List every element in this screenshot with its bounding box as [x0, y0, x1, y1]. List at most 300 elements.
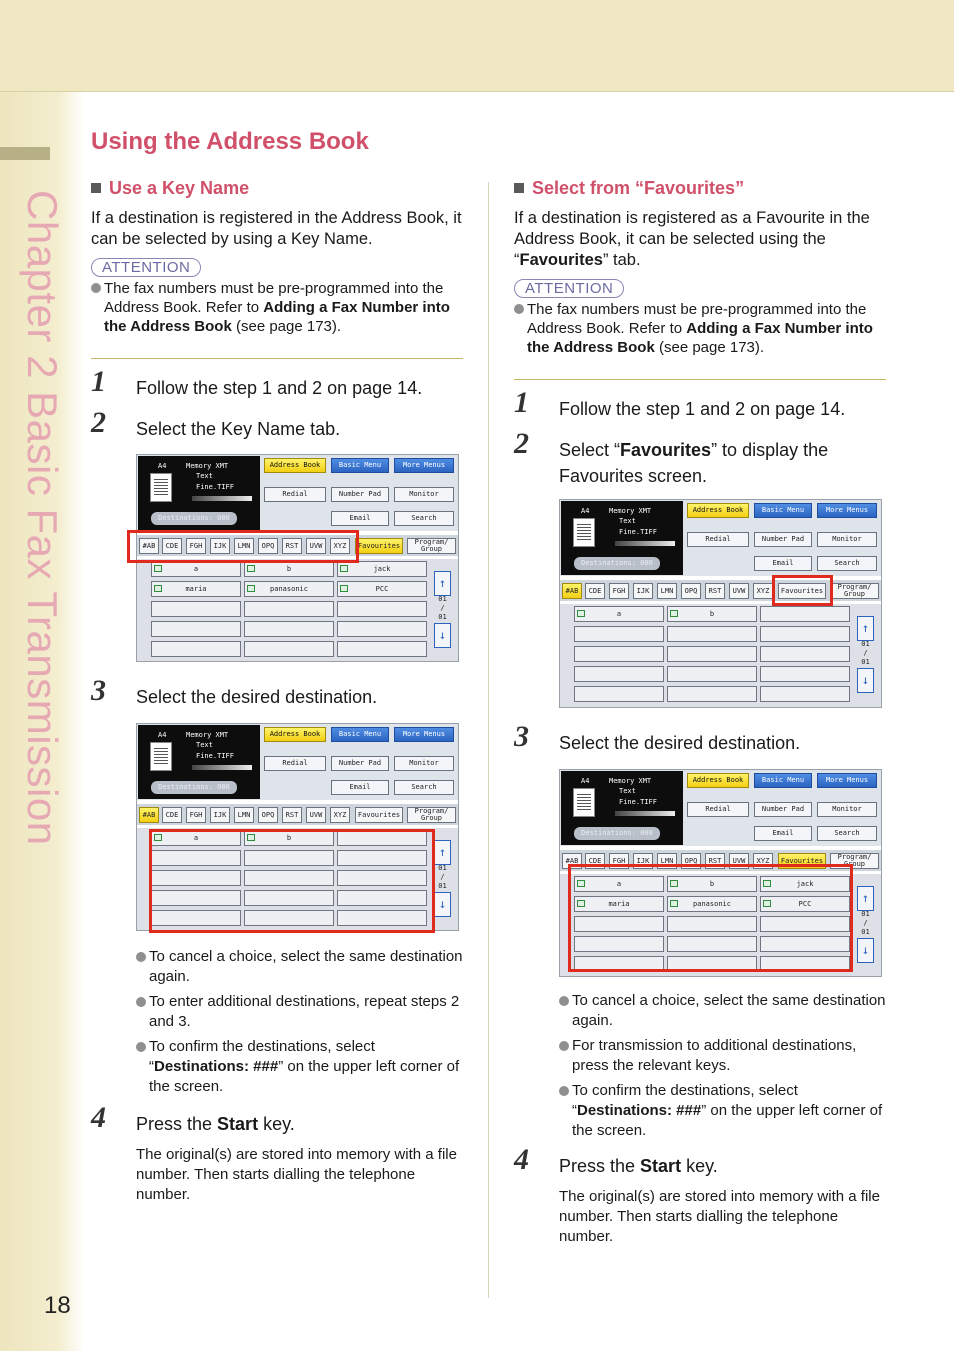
right-heading-text: Select from “Favourites”: [532, 177, 745, 198]
scroll-down-icon[interactable]: ↓: [857, 938, 874, 963]
step-number: 3: [91, 674, 106, 707]
key-label: panasonic: [693, 900, 731, 908]
tab-program-group[interactable]: Program/ Group: [830, 583, 879, 599]
scroll-down-icon[interactable]: ↓: [857, 668, 874, 693]
bullet-item: [136, 1037, 463, 1097]
paper-size: A4: [581, 507, 590, 515]
monitor-button[interactable]: Monitor: [817, 802, 877, 817]
empty-key[interactable]: [760, 916, 850, 932]
note-text-end: (see page 173).: [231, 318, 342, 335]
intro-text: If a destination is registered as a Favourite in the Address Book, it can be selected using the “: [514, 209, 870, 269]
empty-key[interactable]: [574, 626, 664, 642]
attention-note: [91, 279, 463, 336]
tab-favourites[interactable]: Favourites: [355, 807, 403, 823]
monitor-button[interactable]: Monitor: [394, 756, 454, 771]
destination-key[interactable]: [151, 581, 241, 597]
empty-key[interactable]: [574, 646, 664, 662]
bullet-dot-icon: [559, 996, 569, 1006]
tab-rst[interactable]: RST: [282, 538, 302, 554]
empty-key[interactable]: [337, 621, 427, 637]
empty-key[interactable]: [151, 890, 241, 906]
tab-favourites[interactable]: Favourites: [355, 538, 403, 554]
empty-key[interactable]: [667, 956, 757, 972]
empty-key[interactable]: [667, 686, 757, 702]
destinations-button[interactable]: Destinations: 000: [151, 781, 237, 794]
chapter-tab-marker: [0, 147, 50, 160]
destination-key[interactable]: [337, 561, 427, 577]
key-label: b: [709, 880, 715, 888]
basic-menu-button[interactable]: Basic Menu: [331, 458, 389, 473]
left-bullets: [91, 947, 463, 1097]
scroll-up-icon[interactable]: ↑: [434, 571, 451, 596]
text-label: Text: [196, 741, 213, 749]
empty-key[interactable]: [337, 910, 427, 926]
step-text-end: key.: [258, 1114, 295, 1134]
empty-key[interactable]: [244, 870, 334, 886]
more-menus-button[interactable]: More Menus: [394, 458, 454, 473]
start-key-label: Start: [640, 1156, 682, 1176]
fax-icon: [670, 900, 678, 907]
destination-key[interactable]: [760, 896, 850, 912]
empty-key[interactable]: [244, 850, 334, 866]
key-label: b: [286, 565, 292, 573]
note-text: The fax numbers must be pre-programmed into the Address Book. Refer to: [527, 301, 867, 337]
empty-key[interactable]: [151, 850, 241, 866]
key-label: PCC: [798, 900, 812, 908]
right-intro: [514, 208, 886, 271]
tab-cde[interactable]: CDE: [585, 583, 605, 599]
monitor-button[interactable]: Monitor: [394, 487, 454, 502]
tab-lmn[interactable]: LMN: [657, 583, 677, 599]
empty-key[interactable]: [760, 936, 850, 952]
tabs-row: [137, 804, 458, 825]
empty-key[interactable]: [337, 830, 427, 846]
redial-button[interactable]: Redial: [687, 802, 749, 817]
empty-key[interactable]: [760, 646, 850, 662]
square-bullet-icon: [91, 183, 101, 193]
key-label: PCC: [375, 585, 389, 593]
tab-ijk[interactable]: IJK: [633, 583, 653, 599]
email-button[interactable]: Email: [331, 780, 389, 795]
tab-cde[interactable]: CDE: [162, 538, 182, 554]
empty-key[interactable]: [574, 686, 664, 702]
scroll-up-icon[interactable]: ↑: [434, 840, 451, 865]
empty-key[interactable]: [667, 936, 757, 952]
address-book-button[interactable]: Address Book: [687, 773, 749, 788]
bullet-text: To enter additional destinations, repeat steps 2 and 3.: [149, 993, 460, 1030]
bullet-text: For transmission to additional destinations, press the relevant keys.: [572, 1037, 857, 1074]
note-link-text: Adding a Fax Number into the Address Book: [527, 320, 873, 356]
step-3: [514, 720, 886, 756]
attention-note: [514, 300, 886, 357]
address-book-button[interactable]: Address Book: [687, 503, 749, 518]
destinations-button[interactable]: Destinations: 000: [574, 827, 660, 840]
scroll-down-icon[interactable]: ↓: [434, 892, 451, 917]
key-label: jack: [373, 565, 391, 573]
search-button[interactable]: Search: [817, 826, 877, 841]
contrast-bar: [615, 541, 675, 546]
destination-key[interactable]: [337, 581, 427, 597]
redial-button[interactable]: Redial: [687, 532, 749, 547]
step-number: 1: [91, 365, 106, 398]
bullet-item: [559, 991, 886, 1031]
tab-xyz[interactable]: XYZ: [330, 538, 350, 554]
email-icon: [247, 565, 255, 572]
tab-lmn[interactable]: LMN: [234, 807, 254, 823]
paper-size: A4: [158, 462, 167, 470]
left-heading-text: Use a Key Name: [109, 177, 250, 198]
tab-fgh[interactable]: FGH: [609, 853, 629, 869]
destination-key[interactable]: [244, 561, 334, 577]
tab-xyz[interactable]: XYZ: [753, 853, 773, 869]
email-icon: [247, 834, 255, 841]
empty-key[interactable]: [574, 666, 664, 682]
destination-key[interactable]: [667, 896, 757, 912]
key-label: panasonic: [270, 585, 308, 593]
fine-label: Fine.TIFF: [196, 483, 234, 491]
step-text-end: key.: [681, 1156, 718, 1176]
intro-text-end: ” tab.: [602, 251, 641, 269]
step-4-description: The original(s) are stored into memory with a file number. Then starts dialling the telephone number.: [559, 1188, 880, 1245]
empty-key[interactable]: [337, 890, 427, 906]
empty-key[interactable]: [151, 601, 241, 617]
email-icon: [577, 880, 585, 887]
tab-fgh[interactable]: FGH: [609, 583, 629, 599]
empty-key[interactable]: [667, 626, 757, 642]
key-label: b: [709, 610, 715, 618]
destination-grid: [560, 874, 881, 977]
tab-ijk[interactable]: IJK: [210, 538, 230, 554]
empty-key[interactable]: [151, 870, 241, 886]
tab-uvw[interactable]: UVW: [306, 807, 326, 823]
empty-key[interactable]: [244, 910, 334, 926]
number-pad-button[interactable]: Number Pad: [331, 756, 389, 771]
empty-key[interactable]: [667, 666, 757, 682]
attention-badge: ATTENTION: [514, 279, 624, 298]
tab-lmn[interactable]: LMN: [234, 538, 254, 554]
right-heading: [514, 176, 886, 200]
fax-icon: [247, 585, 255, 592]
empty-key[interactable]: [574, 916, 664, 932]
tab-opq[interactable]: OPQ: [681, 583, 701, 599]
number-pad-button[interactable]: Number Pad: [754, 532, 812, 547]
email-icon: [154, 585, 162, 592]
redial-button[interactable]: Redial: [264, 487, 326, 502]
destination-key[interactable]: [574, 896, 664, 912]
search-button[interactable]: Search: [394, 780, 454, 795]
column-divider: [488, 182, 489, 1298]
email-icon: [763, 880, 771, 887]
step-4-description: The original(s) are stored into memory with a file number. Then starts dialling the telephone number.: [136, 1146, 457, 1203]
bullet-item: [136, 947, 463, 987]
step-number: 3: [514, 720, 529, 753]
note-text-end: (see page 173).: [654, 339, 765, 356]
page-counter: 01 / 01: [438, 595, 447, 621]
number-pad-button[interactable]: Number Pad: [754, 802, 812, 817]
empty-key[interactable]: [244, 601, 334, 617]
tab-opq[interactable]: OPQ: [258, 807, 278, 823]
destination-key[interactable]: [244, 581, 334, 597]
bullet-bold: Destinations: ###: [577, 1102, 702, 1119]
number-pad-button[interactable]: Number Pad: [331, 487, 389, 502]
bullet-text: To cancel a choice, select the same destination again.: [572, 992, 886, 1029]
basic-menu-button[interactable]: Basic Menu: [754, 503, 812, 518]
more-menus-button[interactable]: More Menus: [817, 503, 877, 518]
tabs-row: [137, 535, 458, 556]
destination-key[interactable]: [151, 830, 241, 846]
email-icon: [577, 900, 585, 907]
start-key-label: Start: [217, 1114, 259, 1134]
empty-key[interactable]: [667, 916, 757, 932]
fine-label: Fine.TIFF: [196, 752, 234, 760]
step-text-end: ” to display the Favourites screen.: [559, 440, 829, 486]
bullet-item: [136, 992, 463, 1032]
page-number: 18: [44, 1292, 71, 1319]
step-text: Press the: [559, 1156, 641, 1176]
bullet-dot-icon: [136, 952, 146, 962]
empty-key[interactable]: [337, 601, 427, 617]
step-text: Follow the step 1 and 2 on page 14.: [559, 399, 846, 419]
text-label: Text: [619, 787, 636, 795]
tab-opq[interactable]: OPQ: [258, 538, 278, 554]
bullet-bold: Destinations: ###: [154, 1058, 279, 1075]
mode-label: Memory XMT: [186, 462, 229, 470]
empty-key[interactable]: [574, 956, 664, 972]
tab-xyz[interactable]: XYZ: [753, 583, 773, 599]
bullet-text: To confirm the destinations, select “: [149, 1038, 375, 1075]
step-number: 4: [91, 1101, 106, 1134]
document-icon: [150, 473, 172, 502]
tab-cde[interactable]: CDE: [162, 807, 182, 823]
bullet-text: To cancel a choice, select the same destination again.: [149, 948, 463, 985]
screen-key-name: [136, 454, 459, 662]
search-button[interactable]: Search: [817, 556, 877, 571]
step-1: [91, 365, 463, 401]
bullet-item: [559, 1036, 886, 1076]
redial-button[interactable]: Redial: [264, 756, 326, 771]
destination-key[interactable]: [760, 876, 850, 892]
divider: [514, 379, 886, 380]
destination-grid: [137, 559, 458, 662]
step-text: Select “: [559, 440, 621, 460]
contrast-bar: [192, 496, 252, 501]
bullet-item: [559, 1081, 886, 1141]
tabs-row: [560, 580, 881, 601]
key-label: maria: [185, 585, 207, 593]
scroll-up-icon[interactable]: ↑: [857, 886, 874, 911]
tab-uvw[interactable]: UVW: [306, 538, 326, 554]
step-text: Select the Key Name tab.: [136, 419, 341, 439]
email-icon: [763, 900, 771, 907]
mode-label: Memory XMT: [186, 731, 229, 739]
key-label: a: [616, 610, 622, 618]
step-3: [91, 674, 463, 710]
paper-size: A4: [158, 731, 167, 739]
left-heading: [91, 176, 463, 200]
email-button[interactable]: Email: [331, 511, 389, 526]
tab-cde[interactable]: CDE: [585, 853, 605, 869]
screen-favourites-list: [559, 769, 882, 977]
tab-fgh[interactable]: FGH: [186, 538, 206, 554]
empty-key[interactable]: [760, 666, 850, 682]
tab-lmn[interactable]: LMN: [657, 853, 677, 869]
tab-program-group[interactable]: Program/ Group: [830, 853, 879, 869]
empty-key[interactable]: [337, 850, 427, 866]
step-2: [514, 427, 886, 489]
email-icon: [154, 834, 162, 841]
step-text: Follow the step 1 and 2 on page 14.: [136, 378, 423, 398]
basic-menu-button[interactable]: Basic Menu: [331, 727, 389, 742]
step-number: 4: [514, 1143, 529, 1176]
tab-ijk[interactable]: IJK: [633, 853, 653, 869]
tab-program-group[interactable]: Program/ Group: [407, 538, 456, 554]
step-bold: Favourites: [620, 440, 712, 460]
email-icon: [154, 565, 162, 572]
empty-key[interactable]: [151, 910, 241, 926]
empty-key[interactable]: [760, 956, 850, 972]
chapter-label: Chapter 2 Basic Fax Transmission: [19, 190, 66, 846]
email-icon: [670, 610, 678, 617]
text-label: Text: [196, 472, 213, 480]
tab-ab[interactable]: #AB: [139, 807, 159, 823]
left-column: [91, 176, 463, 1205]
email-button[interactable]: Email: [754, 826, 812, 841]
step-4: [514, 1143, 886, 1179]
key-label: b: [286, 834, 292, 842]
document-icon: [573, 788, 595, 817]
empty-key[interactable]: [244, 890, 334, 906]
key-label: maria: [608, 900, 630, 908]
empty-key[interactable]: [244, 621, 334, 637]
address-book-button[interactable]: Address Book: [264, 458, 326, 473]
step-text: Press the: [136, 1114, 218, 1134]
destination-key[interactable]: [574, 606, 664, 622]
destination-key[interactable]: [244, 830, 334, 846]
fine-label: Fine.TIFF: [619, 798, 657, 806]
screen-destinations: [136, 723, 459, 931]
destination-key[interactable]: [574, 876, 664, 892]
left-intro: If a destination is registered in the Address Book, it can be selected by using a Key Name.: [91, 209, 462, 248]
email-button[interactable]: Email: [754, 556, 812, 571]
step-1: [514, 386, 886, 422]
bullet-text: To confirm the destinations, select “: [572, 1082, 798, 1119]
paper-size: A4: [581, 777, 590, 785]
step-2: [91, 406, 463, 442]
destination-grid: [137, 828, 458, 931]
tab-rst[interactable]: RST: [705, 583, 725, 599]
destination-key[interactable]: [151, 561, 241, 577]
empty-key[interactable]: [667, 646, 757, 662]
tab-fgh[interactable]: FGH: [186, 807, 206, 823]
address-book-button[interactable]: Address Book: [264, 727, 326, 742]
empty-key[interactable]: [574, 936, 664, 952]
step-4: [91, 1101, 463, 1137]
tab-favourites[interactable]: Favourites: [778, 583, 826, 599]
mode-label: Memory XMT: [609, 777, 652, 785]
fine-label: Fine.TIFF: [619, 528, 657, 536]
tab-ijk[interactable]: IJK: [210, 807, 230, 823]
bullet-dot-icon: [559, 1086, 569, 1096]
empty-key[interactable]: [244, 641, 334, 657]
key-label: a: [616, 880, 622, 888]
more-menus-button[interactable]: More Menus: [394, 727, 454, 742]
screen-favourites-tab: [559, 499, 882, 708]
monitor-button[interactable]: Monitor: [817, 532, 877, 547]
bullet-dot-icon: [136, 997, 146, 1007]
empty-key[interactable]: [337, 641, 427, 657]
text-label: Text: [619, 517, 636, 525]
tab-ab[interactable]: #AB: [562, 853, 582, 869]
page-counter: 01 / 01: [861, 910, 870, 936]
contrast-bar: [192, 765, 252, 770]
document-icon: [573, 518, 595, 547]
tab-uvw[interactable]: UVW: [729, 583, 749, 599]
tab-rst[interactable]: RST: [705, 853, 725, 869]
key-label: a: [193, 565, 199, 573]
note-link-text: Adding a Fax Number into the Address Book: [104, 299, 450, 335]
destinations-button[interactable]: Destinations: 000: [574, 557, 660, 570]
contrast-bar: [615, 811, 675, 816]
divider: [91, 358, 463, 359]
scroll-up-icon[interactable]: ↑: [857, 616, 874, 641]
tab-ab[interactable]: #AB: [562, 583, 582, 599]
tab-uvw[interactable]: UVW: [729, 853, 749, 869]
top-banner: [0, 0, 954, 92]
destination-key[interactable]: [667, 606, 757, 622]
square-bullet-icon: [514, 183, 524, 193]
email-icon: [670, 880, 678, 887]
step-number: 2: [514, 427, 529, 460]
destination-grid: [560, 604, 881, 708]
step-text: Select the desired destination.: [559, 733, 801, 753]
mode-label: Memory XMT: [609, 507, 652, 515]
empty-key[interactable]: [760, 606, 850, 622]
empty-key[interactable]: [151, 621, 241, 637]
scroll-down-icon[interactable]: ↓: [434, 623, 451, 648]
document-icon: [150, 742, 172, 771]
step-number: 1: [514, 386, 529, 419]
empty-key[interactable]: [151, 641, 241, 657]
tab-favourites[interactable]: Favourites: [778, 853, 826, 869]
bullet-dot-icon: [136, 1042, 146, 1052]
email-icon: [340, 565, 348, 572]
more-menus-button[interactable]: More Menus: [817, 773, 877, 788]
destination-key[interactable]: [667, 876, 757, 892]
right-column: [514, 176, 886, 1247]
destinations-button[interactable]: Destinations: 000: [151, 512, 237, 525]
email-icon: [577, 610, 585, 617]
page-counter: 01 / 01: [861, 640, 870, 666]
step-text: Select the desired destination.: [136, 687, 378, 707]
empty-key[interactable]: [760, 626, 850, 642]
empty-key[interactable]: [760, 686, 850, 702]
tab-xyz[interactable]: XYZ: [330, 807, 350, 823]
note-text: The fax numbers must be pre-programmed into the Address Book. Refer to: [104, 280, 444, 316]
tabs-row: [560, 850, 881, 871]
tab-ab[interactable]: #AB: [139, 538, 159, 554]
basic-menu-button[interactable]: Basic Menu: [754, 773, 812, 788]
search-button[interactable]: Search: [394, 511, 454, 526]
tab-rst[interactable]: RST: [282, 807, 302, 823]
tab-program-group[interactable]: Program/ Group: [407, 807, 456, 823]
empty-key[interactable]: [337, 870, 427, 886]
key-label: jack: [796, 880, 814, 888]
bullet-dot-icon: [559, 1041, 569, 1051]
section-title: Using the Address Book: [91, 128, 369, 155]
tab-opq[interactable]: OPQ: [681, 853, 701, 869]
key-label: a: [193, 834, 199, 842]
email-icon: [340, 585, 348, 592]
